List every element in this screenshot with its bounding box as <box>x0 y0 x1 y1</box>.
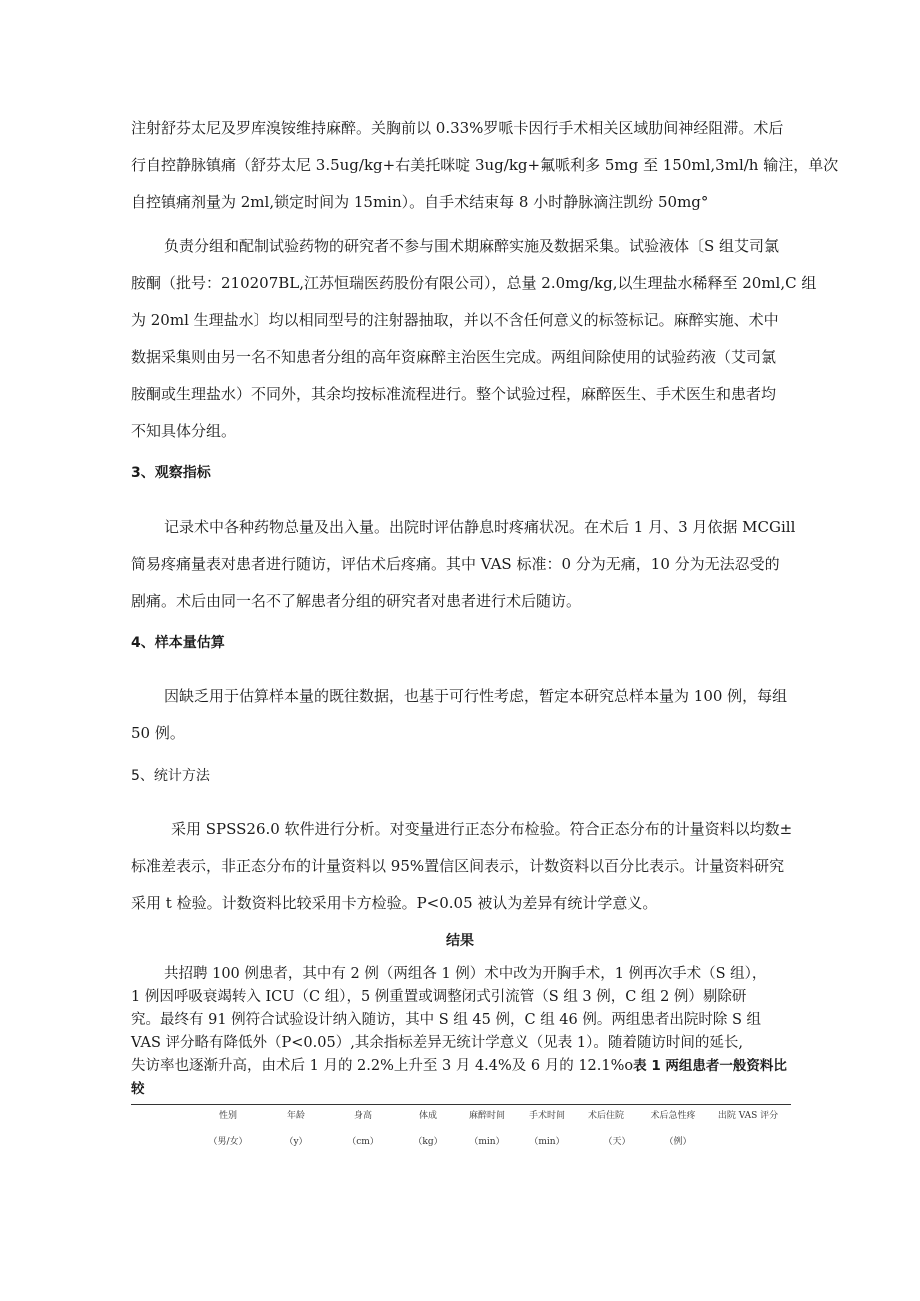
table-unit-cell: （y） <box>284 1137 308 1147</box>
text-line: 为 20ml 生理盐水〕均以相同型号的注射器抽取，并以不含任何意义的标签标记。麻醉实施、术中 <box>131 311 779 329</box>
paragraph-sample-size <box>131 678 791 752</box>
text-line: 剧痛。术后由同一名不了解患者分组的研究者对患者进行术后随访。 <box>131 592 582 610</box>
paragraph-observation <box>131 509 796 620</box>
table-caption-tail: 较 <box>131 1081 145 1097</box>
text-line: 行自控静脉镇痛（舒芬太尼 3.5ug/kg+右美托咪啶 3ug/kg+氟哌利多 5mg 至 150ml,3ml/h 输注，单次 <box>131 156 839 174</box>
text-line: 注射舒芬太尼及罗库溴铵维持麻醉。关胸前以 0.33%罗哌卡因行手术相关区域肋间神经阻滞。术后 <box>131 119 784 137</box>
text-line: 不知具体分组。 <box>131 422 237 440</box>
table-header-cell: 手术时间 <box>528 1111 566 1121</box>
text-line: 简易疼痛量表对患者进行随访，评估术后疼痛。其中 VAS 标准：0 分为无痛，10 分为无法忍受的 <box>131 555 780 573</box>
text-line: 50 例。 <box>131 724 185 742</box>
paragraph-statistics <box>131 811 791 922</box>
table-header-cell: 出院 VAS 评分 <box>717 1111 779 1121</box>
table-header-cell: 身高 <box>353 1111 373 1121</box>
results-title: 结果 <box>446 933 474 949</box>
results-last-line: 失访率也逐渐升高，由术后 1 月的 2.2%上升至 3 月 4.4%及 6 月的 12.1%o <box>131 1058 634 1074</box>
table-header-cell: 性别 <box>218 1111 238 1121</box>
text-line: 胺酮或生理盐水）不同外，其余均按标准流程进行。整个试验过程，麻醉医生、手术医生和患者均 <box>131 385 777 403</box>
table-unit-cell: （例） <box>664 1137 692 1147</box>
table-caption: 表 1 两组患者一般资料比 <box>633 1058 787 1074</box>
table-header-cell: 术后急性疼 <box>650 1111 696 1121</box>
text-line: 采用 t 检验。计数资料比较采用卡方检验。P<0.05 被认为差异有统计学意义。 <box>131 894 658 912</box>
table-header-cell: 术后住院 <box>587 1111 625 1121</box>
text-line: 标准差表示，非正态分布的计量资料以 95%置信区间表示，计数资料以百分比表示。计量资料研究 <box>131 857 785 875</box>
table-unit-cell: （kg） <box>413 1137 443 1147</box>
text-line: 共招聘 100 例患者，其中有 2 例（两组各 1 例）术中改为开胸手术，1 例再次手术（S 组）， <box>164 966 767 982</box>
paragraph-results <box>131 963 791 1101</box>
text-line: 记录术中各种药物总量及出入量。出院时评估静息时疼痛状况。在术后 1 月、3 月依据 MCGill <box>164 518 796 536</box>
heading-observation: 3、观察指标 <box>131 465 211 481</box>
table-header-cell: 麻醉时间 <box>468 1111 506 1121</box>
table-top-rule <box>131 1104 791 1105</box>
text-line: 自控镇痛剂量为 2ml,锁定时间为 15min）。自手术结束每 8 小时静脉滴注凯纷 50mg° <box>131 193 709 211</box>
text-line: 数据采集则由另一名不知患者分组的高年资麻醉主治医生完成。两组间除使用的试验药液（艾司氯 <box>131 348 777 366</box>
heading-sample-size: 4、样本量估算 <box>131 635 225 651</box>
text-line: 究。最终有 91 例符合试验设计纳入随访，其中 S 组 45 例，C 组 46 例。两组患者出院时除 S 组 <box>131 1012 762 1028</box>
table-unit-cell: （min） <box>469 1137 505 1147</box>
text-line: 负责分组和配制试验药物的研究者不参与围术期麻醉实施及数据采集。试验液体〔S 组艾司氯 <box>164 237 780 255</box>
text-line: 因缺乏用于估算样本量的既往数据，也基于可行性考虑，暂定本研究总样本量为 100 例，每组 <box>164 687 788 705</box>
table-unit-cell: （min） <box>529 1137 565 1147</box>
text-line: 采用 SPSS26.0 软件进行分析。对变量进行正态分布检验。符合正态分布的计量资料以均数± <box>171 820 793 838</box>
paragraph-blinding <box>131 228 817 450</box>
table-unit-cell: （cm） <box>347 1137 379 1147</box>
table-unit-cell: （男/女） <box>208 1137 248 1147</box>
text-line <box>131 1055 791 1078</box>
heading-statistics: 5、统计方法 <box>131 768 210 784</box>
table-unit-cell: （天） <box>603 1137 631 1147</box>
text-line: 胺酮（批号：210207BL,江苏恒瑞医药股份有限公司），总量 2.0mg/kg,以生理盐水稀释至 20ml,C 组 <box>131 274 817 292</box>
text-line: VAS 评分略有降低外（P<0.05）,其余指标差异无统计学意义（见表 1）。随着随访时间的延长, <box>131 1035 743 1051</box>
paragraph-anesthesia <box>131 110 839 221</box>
text-line: 1 例因呼吸衰竭转入 ICU（C 组），5 例重置或调整闭式引流管（S 组 3 例，C 组 2 例）剔除研 <box>131 989 747 1005</box>
table-header-cell: 年龄 <box>286 1111 306 1121</box>
table-header-cell: 体成 <box>418 1111 438 1121</box>
